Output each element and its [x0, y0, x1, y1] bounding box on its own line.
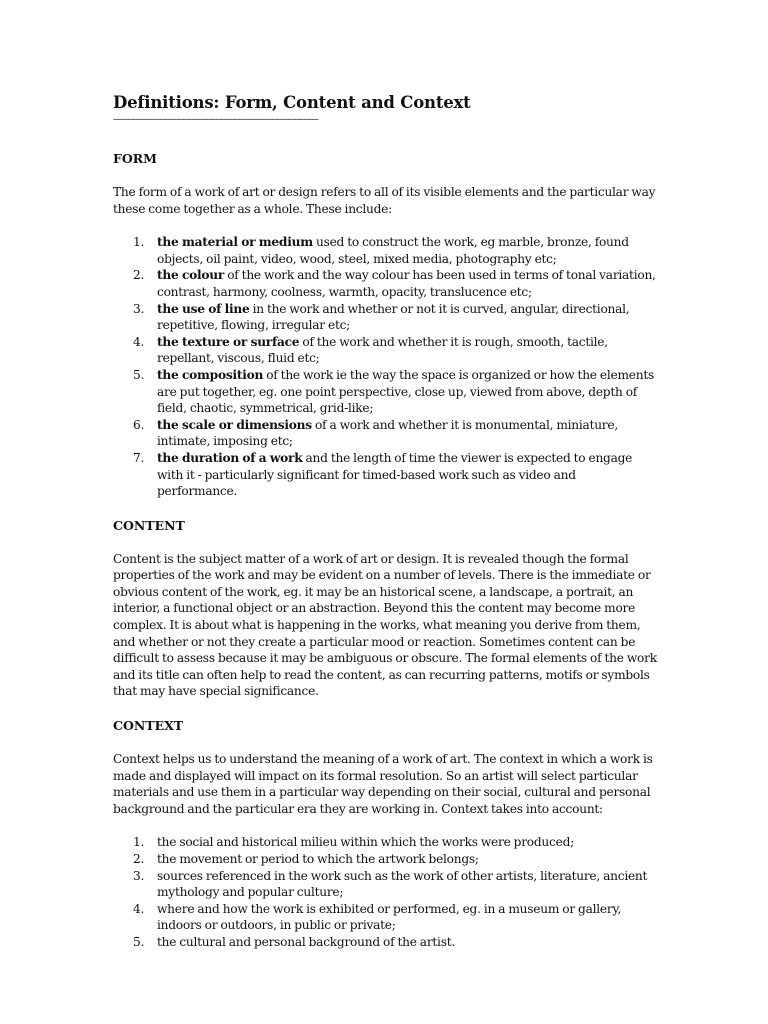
context-body: Context helps us to understand the meaning of a work of art. The context in which a work is made and displayed will impact on its formal resolution. So an artist will select particular materials and use them in a particular way depending on their social, cultural and personal background and the particular era they are working in. Context takes into account:	[113, 752, 653, 816]
form-list-item-1	[113, 234, 658, 267]
context-section	[113, 717, 658, 951]
form-list-item-6	[113, 417, 658, 450]
form-term-description: of a work and whether it is monumental, miniature, intimate, imposing etc;	[157, 417, 618, 449]
list-number: 5.	[133, 367, 145, 382]
context-list-item-1	[113, 834, 658, 851]
list-number: 7.	[133, 450, 145, 465]
context-item-text: sources referenced in the work such as the work of other artists, literature, ancient mythology and popular culture;	[157, 868, 648, 900]
content-body: Content is the subject matter of a work of art or design. It is revealed though the formal properties of the work and may be evident on a number of levels. There is the immediate or obvious content of the work, eg. it may be an historical scene, a landscape, a portrait, an interior, a functional object or an abstraction. Beyond this the content may become more complex. It is about what is happening in the works, what meaning you derive from them, and whether or not they create a particular mood or reaction. Sometimes content can be difficult to assess because it may be ambiguous or obscure. The formal elements of the work and its title can often help to read the content, as can recurring patterns, motifs or symbols that may have special significance.	[113, 551, 657, 699]
form-list	[113, 234, 658, 500]
form-term-description: of the work ie the way the space is organized or how the elements are put together, eg. one point perspective, close up, viewed from above, depth of field, chaotic, symmetrical, grid-like;	[157, 367, 654, 416]
form-term: the colour	[157, 268, 225, 283]
list-number: 6.	[133, 417, 145, 432]
list-number: 4.	[133, 901, 145, 916]
context-list-item-2	[113, 851, 658, 868]
form-term: the use of line	[157, 301, 250, 316]
document-title: Definitions: Form, Content and Context	[113, 93, 471, 112]
form-list-item-3	[113, 301, 658, 334]
context-list-item-4	[113, 901, 658, 934]
form-term: the composition	[157, 367, 264, 382]
list-number: 3.	[133, 301, 145, 316]
list-number: 1.	[133, 835, 145, 850]
form-list-item-4	[113, 334, 658, 367]
form-term-description: and the length of time the viewer is expected to engage with it - particularly significant for timed-based work such as video and performance.	[157, 450, 633, 499]
form-term: the texture or surface	[157, 334, 300, 349]
form-term: the scale or dimensions	[157, 417, 312, 432]
form-term-description: in the work and whether or not it is curved, angular, directional, repetitive, flowing, irregular etc;	[157, 301, 630, 333]
form-term-description: of the work and the way colour has been used in terms of tonal variation, contrast, harmony, coolness, warmth, opacity, translucence etc;	[157, 268, 656, 299]
document-page	[113, 92, 658, 951]
list-number: 2.	[133, 852, 145, 866]
context-item-text: the cultural and personal background of the artist.	[157, 934, 455, 949]
context-list-item-3	[113, 868, 658, 901]
context-list-item-5	[113, 934, 658, 951]
list-number: 2.	[133, 268, 145, 283]
form-term-description: used to construct the work, eg marble, bronze, found objects, oil paint, video, wood, steel, mixed media, photography etc;	[157, 235, 629, 266]
context-list	[113, 834, 658, 950]
context-item-text: the movement or period to which the artwork belongs;	[157, 852, 479, 866]
form-section	[113, 150, 658, 500]
form-list-item-5	[113, 367, 658, 417]
context-item-text: where and how the work is exhibited or performed, eg. in a museum or gallery, indoors or outdoors, in public or private;	[157, 901, 622, 933]
title-underline-rule: ------------------------------------------------------------------------------------	[113, 115, 319, 125]
form-term-description: of the work and whether it is rough, smooth, tactile, repellant, viscous, fluid etc;	[157, 334, 608, 366]
context-heading: CONTEXT	[113, 718, 184, 734]
list-number: 5.	[133, 934, 145, 949]
form-intro: The form of a work of art or design refers to all of its visible elements and the particular way these come together as a whole. These include:	[113, 185, 656, 216]
context-item-text: the social and historical milieu within which the works were produced;	[157, 835, 574, 850]
content-heading: CONTENT	[113, 517, 185, 533]
form-term: the duration of a work	[157, 450, 303, 465]
form-heading: FORM	[113, 151, 157, 166]
list-number: 4.	[133, 334, 145, 349]
form-term: the material or medium	[157, 235, 313, 250]
list-number: 1.	[133, 235, 145, 250]
form-list-item-7	[113, 450, 658, 500]
list-number: 3.	[133, 868, 145, 883]
form-list-item-2	[113, 267, 658, 300]
content-section	[113, 517, 658, 700]
